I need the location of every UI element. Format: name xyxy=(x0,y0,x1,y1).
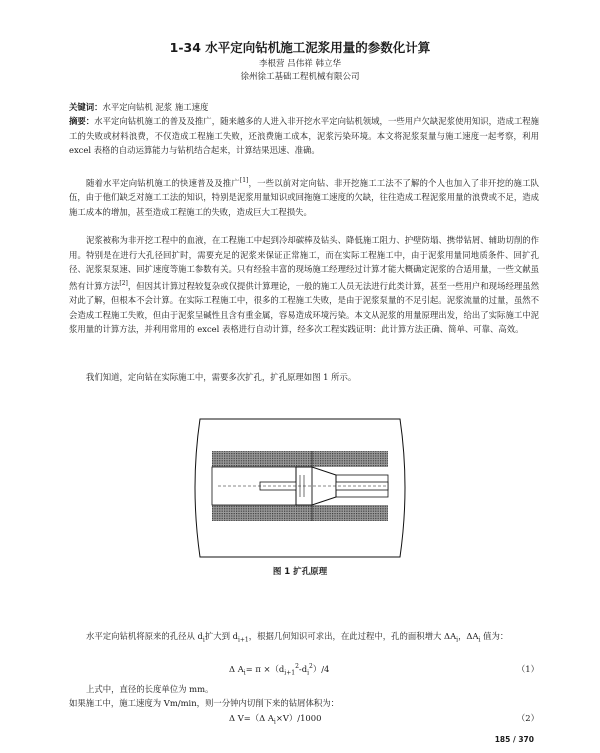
equation-number: （1） xyxy=(516,664,539,674)
keywords-text: 水平定向钻机 泥浆 施工速度 xyxy=(102,102,209,112)
figure-caption: 图 1 扩孔原理 xyxy=(272,567,328,577)
abstract-label: 摘要： xyxy=(69,116,95,126)
unit-note: 上式中，直径的长度单位为 mm。 xyxy=(86,684,214,694)
eq-sub: i+1 xyxy=(284,669,296,677)
abstract-text: 水平定向钻机施工的普及及推广，随来越多的人进入非开挖水平定向钻机领域，一些用户欠缺泥浆使用知识，造成工程施工的失败或材料浪费，不仅造成工程施工失败，还浪费施工成本，泥浆污染环境。本文将泥浆泵量与施工速度一起考察，利用 excel 表格的自动运算能力与钻机结合起来，计算结果迅速、准确。 xyxy=(69,116,540,156)
paragraph-intro xyxy=(69,174,539,220)
reaming-diagram xyxy=(188,417,412,559)
subscript: i xyxy=(202,636,205,644)
paragraph-text: ，但因其计算过程较复杂或仅提供计算理论，一般的施工人员无法进行此类计算，甚至一些用户和现场经理虽然对此了解，但根本不会计算。在实际工程施工中，很多的工程施工失败，是由于泥浆泵量的不足引起。泥浆流量的过量，虽然不会造成工程施工失败，但由于泥浆呈碱性且含有重金属，容易造成环境污染。本文从泥浆的用量原理出发，给出了实际施工中泥浆用量的计算方法，并利用常用的 excel 表格进行自动计算，经多次工程实践证明：此计算方法正确、简单、可靠、高效。 xyxy=(69,280,540,335)
paragraph-area xyxy=(69,629,539,648)
speed-note: 如果施工中，施工速度为 Vm/min，则一分钟内切削下来的钻屑体积为： xyxy=(69,698,339,708)
paragraph-reaming: 我们知道，定向钻在实际施工中，需要多次扩孔，扩孔原理如图 1 所示。 xyxy=(86,372,357,382)
eq-part: Δ V=（Δ A xyxy=(229,713,274,723)
eq-sup: 2 xyxy=(309,663,313,671)
affiliation: 徐州徐工基础工程机械有限公司 xyxy=(240,72,360,82)
citation: [1] xyxy=(239,177,249,184)
subscript: i xyxy=(478,636,481,644)
paragraph-text: 扩大到 d xyxy=(204,631,238,641)
eq-sub: i xyxy=(273,718,276,726)
paragraph-mud xyxy=(69,233,539,337)
paragraph-text: 值为： xyxy=(480,631,509,641)
bore-wall-bottom xyxy=(212,505,388,521)
equation-formula xyxy=(229,712,321,726)
subscript: i xyxy=(456,636,459,644)
eq-part: ×V）/1000 xyxy=(275,713,322,723)
paragraph-text: ，根据几何知识可求出，在此过程中，孔的面积增大 ΔA xyxy=(248,631,457,641)
paragraph-text: 泥浆被称为非开挖工程中的血液，在工程施工中起到冷却碳棒及钻头、降低施工阻力、护壁防塌、携带钻屑、辅助切削的作用。特别是在进行大孔径回扩时，需要充足的泥浆来保证正常施工，而在实际工程施工中，由于泥浆用量同地质条件、回扩孔径、泥浆泵泵速、回扩速度等施工参数有关。只有经验丰富的现场施工经理经过计算才能大概确定泥浆的合适用量，一些文献虽然有计算方法 xyxy=(69,235,539,291)
bore-wall-top xyxy=(212,451,388,467)
eq-part: ）/4 xyxy=(312,664,330,674)
eq-sub: i xyxy=(243,669,246,677)
paragraph-text: 随着水平定向钻机施工的快速普及及推广 xyxy=(86,177,240,188)
keywords-label: 关键词： xyxy=(69,102,103,112)
eq-part: -d xyxy=(298,664,308,674)
subscript: i+1 xyxy=(237,636,249,644)
equation-number: （2） xyxy=(516,713,539,723)
page-number: 185 / 370 xyxy=(494,735,534,744)
equation-formula xyxy=(229,663,329,677)
eq-sup: 2 xyxy=(295,663,299,671)
authors: 李根营 吕伟祥 韩立华 xyxy=(259,59,341,69)
eq-part: = π ×（d xyxy=(245,664,285,674)
paper-title: 1-34 水平定向钻机施工泥浆用量的参数化计算 xyxy=(169,40,431,55)
eq-part: Δ A xyxy=(229,664,244,674)
paragraph-text: ，一些以前对定向钻、非开挖施工工法不了解的个人也加入了非开挖的施工队伍，由于他们缺乏对施工工法的知识，特别是泥浆用量知识或回拖施工速度的欠缺，往往造成工程泥浆用量的浪费或不足，造成施工成本的增加，甚至造成工程施工的失败，造成巨大工程损失。 xyxy=(69,177,540,217)
paragraph-text: 水平定向钻机将原来的孔径从 d xyxy=(86,631,203,641)
abstract xyxy=(69,114,539,158)
keywords xyxy=(69,100,539,115)
eq-sub: i xyxy=(307,669,310,677)
citation: [2] xyxy=(119,279,128,287)
paragraph-text: ，ΔA xyxy=(458,631,479,641)
